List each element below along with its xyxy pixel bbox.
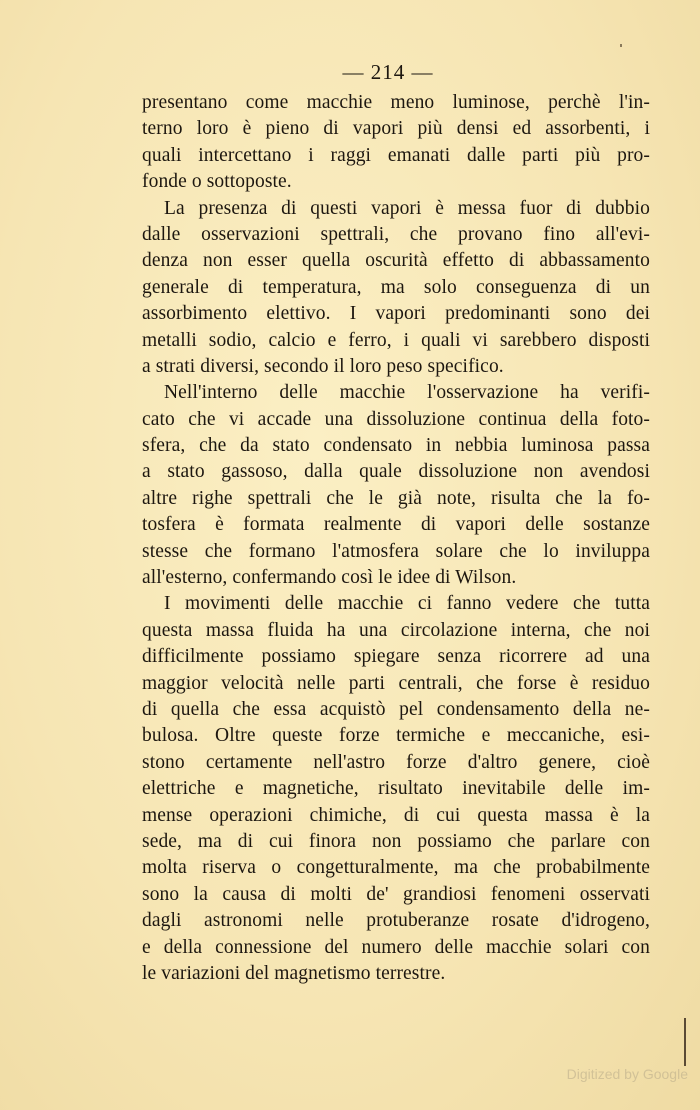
page-edge-mark bbox=[684, 1018, 686, 1066]
digitizer-watermark: Digitized by Google bbox=[566, 1066, 688, 1082]
text-line: stesse che formano l'atmosfera solare che lo inviluppa bbox=[142, 540, 650, 562]
text-line: difficilmente possiamo spiegare senza ricorrere ad una bbox=[142, 646, 650, 668]
text-line: Nell'interno delle macchie l'osservazione ha verifi- bbox=[164, 382, 650, 404]
text-line: elettriche e magnetiche, risultato inevitabile delle im- bbox=[142, 778, 650, 800]
text-line: quali intercettano i raggi emanati dalle parti più pro- bbox=[142, 144, 650, 166]
text-line: a strati diversi, secondo il loro peso specifico. bbox=[142, 355, 504, 377]
text-line: di quella che essa acquistò pel condensamento della ne- bbox=[142, 698, 650, 720]
text-line: terno loro è pieno di vapori più densi ed assorbenti, i bbox=[142, 118, 650, 140]
text-line: altre righe spettrali che le già note, risulta che la fo- bbox=[142, 487, 650, 509]
text-line: sede, ma di cui finora non possiamo che parlare con bbox=[142, 830, 650, 852]
text-line: sfera, che da stato condensato in nebbia luminosa passa bbox=[142, 435, 650, 457]
text-line: presentano come macchie meno luminose, perchè l'in- bbox=[142, 92, 650, 113]
text-line: dalle osservazioni spettrali, che provano fino all'evi- bbox=[142, 223, 650, 245]
text-line: molta riserva o congetturalmente, ma che probabilmente bbox=[142, 857, 650, 879]
text-line: cato che vi accade una dissoluzione continua della foto- bbox=[142, 408, 650, 430]
text-line: mense operazioni chimiche, di cui questa massa è la bbox=[142, 804, 650, 826]
ink-speck bbox=[620, 44, 622, 47]
text-line: denza non esser quella oscurità effetto di abbassamento bbox=[142, 250, 650, 272]
text-line: sono la causa di molti de' grandiosi fenomeni osservati bbox=[142, 883, 650, 905]
text-line: generale di temperatura, ma solo conseguenza di un bbox=[142, 276, 650, 298]
text-line: metalli sodio, calcio e ferro, i quali vi sarebbero disposti bbox=[142, 329, 650, 351]
text-line: all'esterno, confermando così le idee di Wilson. bbox=[142, 567, 517, 589]
text-line: bulosa. Oltre queste forze termiche e meccaniche, esi- bbox=[142, 725, 650, 747]
text-line: a stato gassoso, dalla quale dissoluzione non avendosi bbox=[142, 461, 650, 483]
text-line: La presenza di questi vapori è messa fuor di dubbio bbox=[164, 197, 650, 219]
text-line: le variazioni del magnetismo terrestre. bbox=[142, 962, 446, 984]
text-line: e della connessione del numero delle macchie solari con bbox=[142, 936, 650, 958]
text-line: stono certamente nell'astro forze d'altro genere, cioè bbox=[142, 751, 650, 773]
text-line: maggior velocità nelle parti centrali, che forse è residuo bbox=[142, 672, 650, 694]
text-line: I movimenti delle macchie ci fanno vedere che tutta bbox=[164, 593, 650, 615]
text-line: tosfera è formata realmente di vapori delle sostanze bbox=[142, 514, 650, 536]
text-line: assorbimento elettivo. I vapori predominanti sono dei bbox=[142, 303, 650, 325]
body-text bbox=[142, 90, 650, 987]
text-line: fonde o sottoposte. bbox=[142, 171, 292, 193]
text-line: dagli astronomi nelle protuberanze rosate d'idrogeno, bbox=[142, 910, 650, 932]
text-line: questa massa fluida ha una circolazione interna, che noi bbox=[142, 619, 650, 641]
page-number: — 214 — bbox=[342, 60, 434, 84]
